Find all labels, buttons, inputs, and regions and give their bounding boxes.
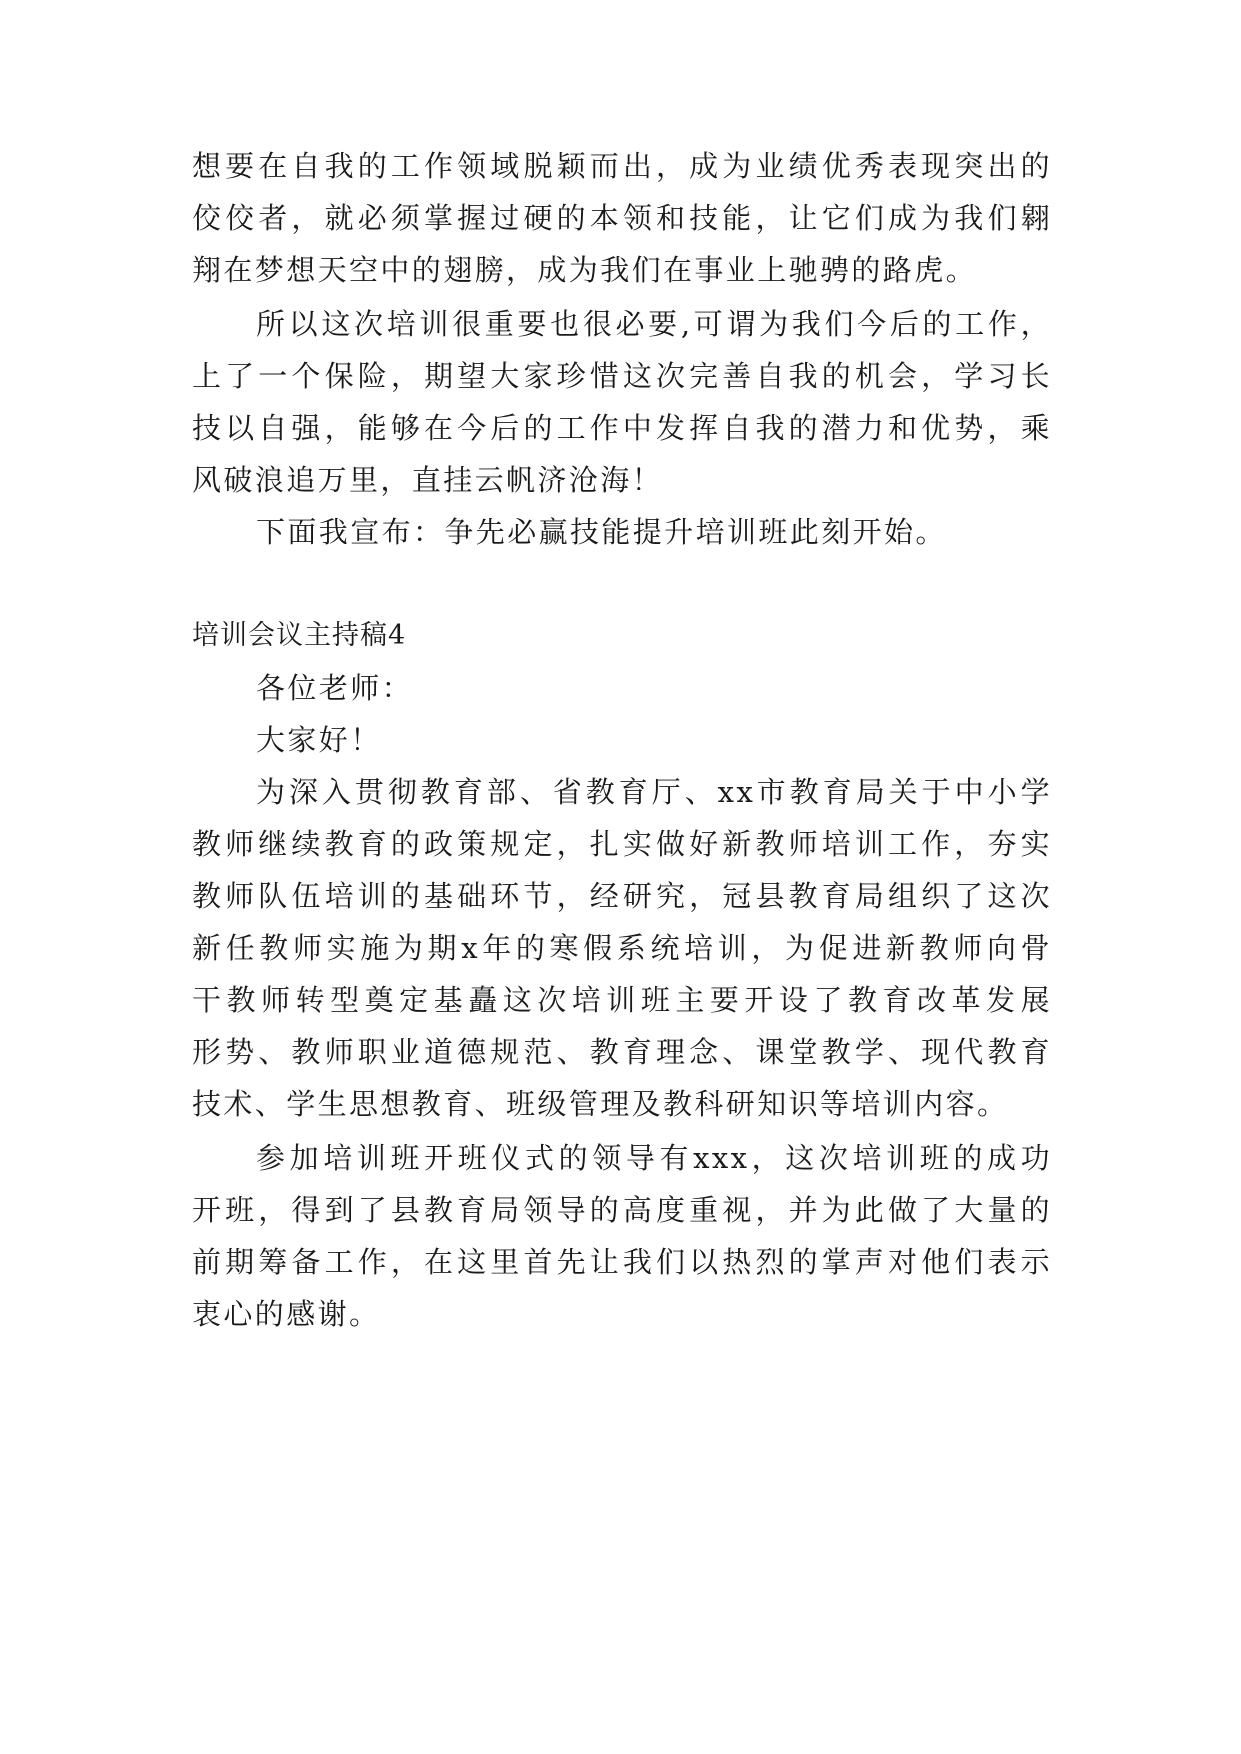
paragraph-line: 干教师转型奠定基矗这次培训班主要开设了教育改革发展 <box>192 983 1052 1017</box>
paragraph-line: 想要在自我的工作领域脱颖而出，成为业绩优秀表现突出的 <box>192 149 1052 183</box>
paragraph-line: 下面我宣布：争先必赢技能提升培训班此刻开始。 <box>256 515 947 549</box>
paragraph-line: 开班，得到了县教育局领导的高度重视，并为此做了大量的 <box>192 1193 1052 1227</box>
greeting-line: 大家好！ <box>256 723 382 757</box>
paragraph-line: 衷心的感谢。 <box>192 1297 381 1331</box>
paragraph-line: 技以自强，能够在今后的工作中发挥自我的潜力和优势，乘 <box>192 411 1052 445</box>
paragraph-line: 上了一个保险，期望大家珍惜这次完善自我的机会，学习长 <box>192 359 1052 393</box>
paragraph-line: 所以这次培训很重要也很必要,可谓为我们今后的工作， <box>256 307 1052 341</box>
paragraph-line: 前期筹备工作，在这里首先让我们以热烈的掌声对他们表示 <box>192 1245 1052 1279</box>
paragraph-line: 参加培训班开班仪式的领导有xxx，这次培训班的成功 <box>256 1141 1052 1175</box>
paragraph-line: 新任教师实施为期x年的寒假系统培训，为促进新教师向骨 <box>192 931 1052 965</box>
paragraph-line: 形势、教师职业道德规范、教育理念、课堂教学、现代教育 <box>192 1035 1052 1069</box>
paragraph-line: 风破浪追万里，直挂云帆济沧海！ <box>192 463 664 497</box>
paragraph-line: 佼佼者，就必须掌握过硬的本领和技能，让它们成为我们翱 <box>192 201 1052 235</box>
section-heading: 培训会议主持稿4 <box>192 620 407 651</box>
greeting-line: 各位老师： <box>256 671 414 705</box>
paragraph-line: 技术、学生思想教育、班级管理及教科研知识等培训内容。 <box>192 1087 1009 1121</box>
paragraph-line: 教师队伍培训的基础环节，经研究，冠县教育局组织了这次 <box>192 879 1052 913</box>
paragraph-line: 教师继续教育的政策规定，扎实做好新教师培训工作，夯实 <box>192 827 1052 861</box>
paragraph-line: 为深入贯彻教育部、省教育厅、xx市教育局关于中小学 <box>256 775 1052 809</box>
paragraph-line: 翔在梦想天空中的翅膀，成为我们在事业上驰骋的路虎。 <box>192 253 978 287</box>
